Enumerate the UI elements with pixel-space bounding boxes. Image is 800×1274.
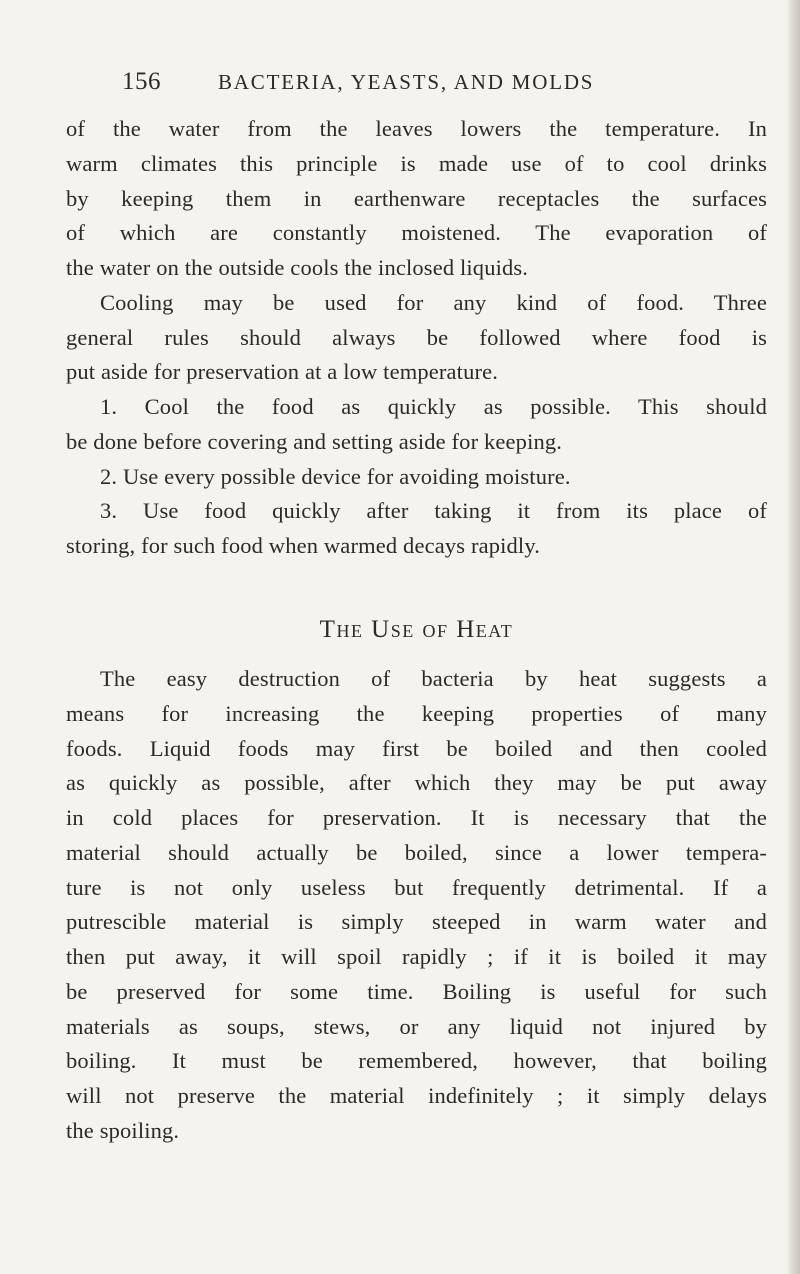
list-item: 3. Use food quickly after taking it from its place of xyxy=(100,498,767,524)
page-header xyxy=(122,68,762,104)
text-line: material should actually be boiled, since a lower tempera- xyxy=(66,839,767,865)
text-line: as quickly as possible, after which they may be put away xyxy=(66,770,767,796)
text-line: then put away, it will spoil rapidly ; if it is boiled it may xyxy=(66,944,767,969)
text-line: ture is not only useless but frequently detrimental. If a xyxy=(66,874,767,900)
text-line: general rules should always be followed where food is xyxy=(66,324,767,350)
text-line: be preserved for some time. Boiling is useful for such xyxy=(66,978,767,1004)
text-line: putrescible material is simply steeped in warm water and xyxy=(66,909,767,935)
running-head: BACTERIA, YEASTS, AND MOLDS xyxy=(218,70,595,94)
body-text-top xyxy=(66,112,767,564)
section-heading xyxy=(66,613,767,647)
text-line: Cooling may be used for any kind of food. Three xyxy=(100,289,767,315)
list-item: 2. Use every possible device for avoiding moisture. xyxy=(100,463,571,489)
text-line: of the water from the leaves lowers the temperature. In xyxy=(66,116,767,141)
list-item: 1. Cool the food as quickly as possible. This should xyxy=(100,394,767,419)
text-line: will not preserve the material indefinitely ; it simply delays xyxy=(66,1083,767,1108)
page-edge-shadow xyxy=(786,0,800,1274)
text-line: storing, for such food when warmed decays rapidly. xyxy=(66,533,541,558)
text-line: by keeping them in earthenware receptacles the surfaces xyxy=(66,185,767,211)
text-line: of which are constantly moistened. The evaporation of xyxy=(66,220,767,246)
text-line: boiling. It must be remembered, however, that boiling xyxy=(66,1048,767,1074)
page-number: 156 xyxy=(122,68,161,95)
text-line: be done before covering and setting aside for keeping. xyxy=(66,428,563,454)
text-line: the spoiling. xyxy=(66,1117,180,1143)
text-line: materials as soups, stews, or any liquid not injured by xyxy=(66,1013,767,1039)
body-text-bottom xyxy=(66,662,767,1149)
text-line: warm climates this principle is made use of to cool drinks xyxy=(66,150,767,176)
text-line: the water on the outside cools the inclosed liquids. xyxy=(66,255,529,280)
section-heading-text: The Use of Heat xyxy=(319,616,514,643)
text-line: The easy destruction of bacteria by heat suggests a xyxy=(100,666,767,691)
text-line: in cold places for preservation. It is necessary that the xyxy=(66,805,767,830)
text-line: foods. Liquid foods may first be boiled and then cooled xyxy=(66,735,767,761)
text-line: means for increasing the keeping properties of many xyxy=(66,700,767,726)
text-line: put aside for preservation at a low temperature. xyxy=(66,359,499,385)
